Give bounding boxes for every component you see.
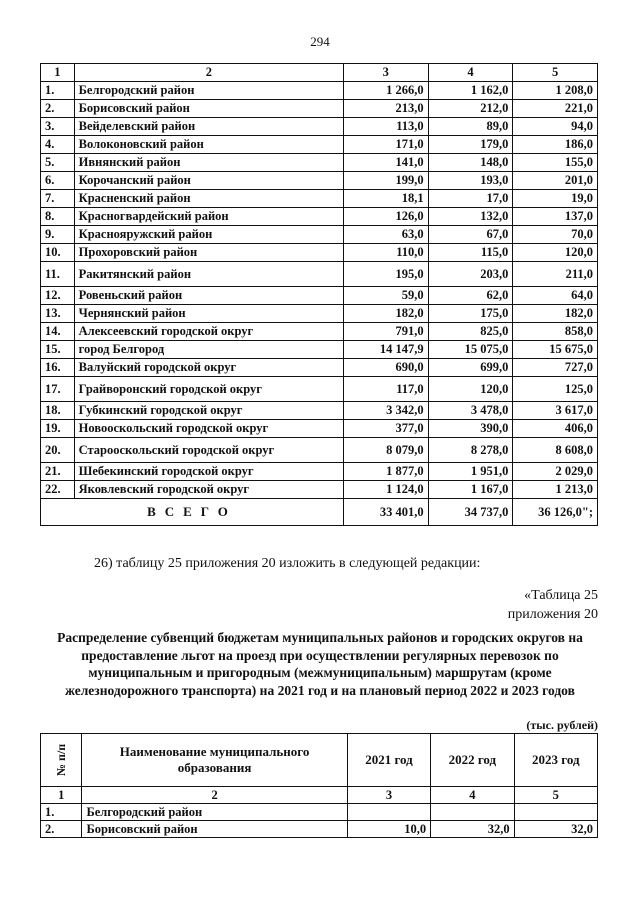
municipality-name: Шебекинский городской округ <box>74 463 343 481</box>
table2-header-2023: 2023 год <box>514 734 597 787</box>
table2-header-row <box>41 734 598 787</box>
value-col-3: 377,0 <box>343 420 428 438</box>
value-col-5: 19,0 <box>513 190 598 208</box>
row-number: 3. <box>41 118 75 136</box>
value-col-3: 110,0 <box>343 244 428 262</box>
units-label: (тыс. рублей) <box>526 718 598 732</box>
subvention-table-continued <box>40 63 598 526</box>
municipality-name: Красногвардейский район <box>74 208 343 226</box>
value-col-5: 137,0 <box>513 208 598 226</box>
table-row <box>41 287 598 305</box>
municipality-name: Вейделевский район <box>74 118 343 136</box>
value-col-4: 17,0 <box>428 190 513 208</box>
value-col-4: 67,0 <box>428 226 513 244</box>
value-col-4: 115,0 <box>428 244 513 262</box>
municipality-name: Ивнянский район <box>74 154 343 172</box>
table1-index-cell: 2 <box>74 64 343 82</box>
value-col-5: 2 029,0 <box>513 463 598 481</box>
row-number: 20. <box>41 438 75 463</box>
total-col-4: 34 737,0 <box>428 499 513 526</box>
table2-index-cell: 1 <box>41 787 82 804</box>
table-row <box>41 226 598 244</box>
municipality-name: Прохоровский район <box>74 244 343 262</box>
table-row <box>41 136 598 154</box>
value-col-4: 390,0 <box>428 420 513 438</box>
table-row <box>41 341 598 359</box>
row-number: 13. <box>41 305 75 323</box>
value-col-4: 179,0 <box>428 136 513 154</box>
value-col-4: 193,0 <box>428 172 513 190</box>
value-col-4: 62,0 <box>428 287 513 305</box>
value-col-5: 186,0 <box>513 136 598 154</box>
table1-index-cell: 1 <box>41 64 75 82</box>
municipality-name: Алексеевский городской округ <box>74 323 343 341</box>
value-col-3: 63,0 <box>343 226 428 244</box>
table-caption <box>508 586 598 624</box>
table2-index-cell: 3 <box>347 787 430 804</box>
table-row <box>41 420 598 438</box>
municipality-name: Ракитянский район <box>74 262 343 287</box>
value-col-5: 8 608,0 <box>513 438 598 463</box>
value-col-3: 199,0 <box>343 172 428 190</box>
value-col-3: 8 079,0 <box>343 438 428 463</box>
value-col-3: 690,0 <box>343 359 428 377</box>
value-2023 <box>514 804 597 821</box>
table-row <box>41 172 598 190</box>
value-col-4: 825,0 <box>428 323 513 341</box>
municipality-name: Белгородский район <box>74 82 343 100</box>
value-col-3: 213,0 <box>343 100 428 118</box>
table2-header-name: Наименование муниципального образования <box>82 734 347 787</box>
row-number: 4. <box>41 136 75 154</box>
municipality-name: Чернянский район <box>74 305 343 323</box>
row-number: 1. <box>41 804 82 821</box>
row-number: 21. <box>41 463 75 481</box>
value-2022: 32,0 <box>431 821 514 838</box>
municipality-name: город Белгород <box>74 341 343 359</box>
municipality-name: Старооскольский городской округ <box>74 438 343 463</box>
table-row <box>41 821 598 838</box>
document-title: Распределение субвенций бюджетам муниципальных районов и городских округов на предоставление льгот на проезд при осуществлении регулярных перевозок по муниципальным и пригородным (межмуниципальным) маршрутам (кроме железнодорожного транспорта) на 2021 год и на плановый период 2022 и 2023 годов <box>57 630 583 698</box>
table2-index-cell: 5 <box>514 787 597 804</box>
value-col-4: 148,0 <box>428 154 513 172</box>
value-col-3: 14 147,9 <box>343 341 428 359</box>
municipality-name: Краснояружский район <box>74 226 343 244</box>
value-col-4: 175,0 <box>428 305 513 323</box>
value-col-4: 1 951,0 <box>428 463 513 481</box>
table1-index-cell: 3 <box>343 64 428 82</box>
row-number: 19. <box>41 420 75 438</box>
row-number: 8. <box>41 208 75 226</box>
municipality-name: Борисовский район <box>74 100 343 118</box>
table-row <box>41 481 598 499</box>
row-number: 10. <box>41 244 75 262</box>
table-row <box>41 402 598 420</box>
value-col-4: 132,0 <box>428 208 513 226</box>
value-col-5: 858,0 <box>513 323 598 341</box>
value-col-3: 171,0 <box>343 136 428 154</box>
row-number: 9. <box>41 226 75 244</box>
municipality-name: Борисовский район <box>82 821 347 838</box>
value-col-4: 212,0 <box>428 100 513 118</box>
value-col-5: 201,0 <box>513 172 598 190</box>
row-number: 6. <box>41 172 75 190</box>
row-number: 2. <box>41 821 82 838</box>
value-col-3: 3 342,0 <box>343 402 428 420</box>
municipality-name: Красненский район <box>74 190 343 208</box>
value-col-3: 182,0 <box>343 305 428 323</box>
municipality-name: Валуйский городской округ <box>74 359 343 377</box>
table-row <box>41 323 598 341</box>
table2-index-cell: 2 <box>82 787 347 804</box>
page-number: 294 <box>310 34 330 49</box>
row-number: 11. <box>41 262 75 287</box>
table-row <box>41 438 598 463</box>
value-col-5: 221,0 <box>513 100 598 118</box>
table-row <box>41 463 598 481</box>
value-col-5: 125,0 <box>513 377 598 402</box>
table-25-appendix-20 <box>40 733 598 838</box>
value-col-3: 59,0 <box>343 287 428 305</box>
value-col-4: 3 478,0 <box>428 402 513 420</box>
municipality-name: Грайворонский городской округ <box>74 377 343 402</box>
row-number: 1. <box>41 82 75 100</box>
value-col-3: 791,0 <box>343 323 428 341</box>
value-col-5: 406,0 <box>513 420 598 438</box>
value-2023: 32,0 <box>514 821 597 838</box>
value-2021 <box>347 804 430 821</box>
table2-header-2021: 2021 год <box>347 734 430 787</box>
municipality-name: Яковлевский городской округ <box>74 481 343 499</box>
value-col-4: 15 075,0 <box>428 341 513 359</box>
value-col-4: 203,0 <box>428 262 513 287</box>
table-row <box>41 100 598 118</box>
value-col-3: 195,0 <box>343 262 428 287</box>
table-row <box>41 208 598 226</box>
table2-header-2022: 2022 год <box>431 734 514 787</box>
value-col-5: 182,0 <box>513 305 598 323</box>
municipality-name: Губкинский городской округ <box>74 402 343 420</box>
table-row <box>41 82 598 100</box>
value-col-3: 117,0 <box>343 377 428 402</box>
table-row <box>41 377 598 402</box>
value-col-5: 120,0 <box>513 244 598 262</box>
table-row <box>41 244 598 262</box>
table-caption-line-1: «Таблица 25 <box>524 588 598 603</box>
row-number: 18. <box>41 402 75 420</box>
value-col-4: 1 167,0 <box>428 481 513 499</box>
value-col-3: 113,0 <box>343 118 428 136</box>
table1-index-row <box>41 64 598 82</box>
value-col-4: 699,0 <box>428 359 513 377</box>
value-col-5: 94,0 <box>513 118 598 136</box>
municipality-name: Белгородский район <box>82 804 347 821</box>
row-number: 7. <box>41 190 75 208</box>
value-col-5: 155,0 <box>513 154 598 172</box>
total-col-5: 36 126,0"; <box>513 499 598 526</box>
value-col-3: 18,1 <box>343 190 428 208</box>
municipality-name: Новооскольский городской округ <box>74 420 343 438</box>
value-col-5: 1 213,0 <box>513 481 598 499</box>
value-col-5: 64,0 <box>513 287 598 305</box>
municipality-name: Волоконовский район <box>74 136 343 154</box>
row-number: 5. <box>41 154 75 172</box>
row-number: 15. <box>41 341 75 359</box>
row-number: 12. <box>41 287 75 305</box>
row-number: 14. <box>41 323 75 341</box>
total-row <box>41 499 598 526</box>
value-col-3: 1 124,0 <box>343 481 428 499</box>
value-2022 <box>431 804 514 821</box>
value-col-4: 120,0 <box>428 377 513 402</box>
total-col-3: 33 401,0 <box>343 499 428 526</box>
value-col-5: 15 675,0 <box>513 341 598 359</box>
total-label: ВСЕГО <box>41 499 344 526</box>
value-col-5: 1 208,0 <box>513 82 598 100</box>
value-col-3: 1 877,0 <box>343 463 428 481</box>
instruction-text: 26) таблицу 25 приложения 20 изложить в следующей редакции: <box>94 556 481 571</box>
table-row <box>41 262 598 287</box>
value-col-3: 1 266,0 <box>343 82 428 100</box>
table2-index-cell: 4 <box>431 787 514 804</box>
table-row <box>41 804 598 821</box>
table1-index-cell: 5 <box>513 64 598 82</box>
value-col-5: 727,0 <box>513 359 598 377</box>
row-number: 17. <box>41 377 75 402</box>
value-col-5: 211,0 <box>513 262 598 287</box>
table-row <box>41 359 598 377</box>
value-col-5: 3 617,0 <box>513 402 598 420</box>
value-col-3: 126,0 <box>343 208 428 226</box>
value-col-4: 89,0 <box>428 118 513 136</box>
value-2021: 10,0 <box>347 821 430 838</box>
value-col-5: 70,0 <box>513 226 598 244</box>
municipality-name: Корочанский район <box>74 172 343 190</box>
row-number: 2. <box>41 100 75 118</box>
table-caption-line-2: приложения 20 <box>507 607 598 622</box>
table2-header-num: № п/п <box>41 734 82 787</box>
table-row <box>41 305 598 323</box>
value-col-4: 1 162,0 <box>428 82 513 100</box>
table-row <box>41 154 598 172</box>
table1-index-cell: 4 <box>428 64 513 82</box>
value-col-4: 8 278,0 <box>428 438 513 463</box>
row-number: 22. <box>41 481 75 499</box>
row-number: 16. <box>41 359 75 377</box>
table-row <box>41 190 598 208</box>
value-col-3: 141,0 <box>343 154 428 172</box>
table2-index-row <box>41 787 598 804</box>
table-row <box>41 118 598 136</box>
municipality-name: Ровеньский район <box>74 287 343 305</box>
